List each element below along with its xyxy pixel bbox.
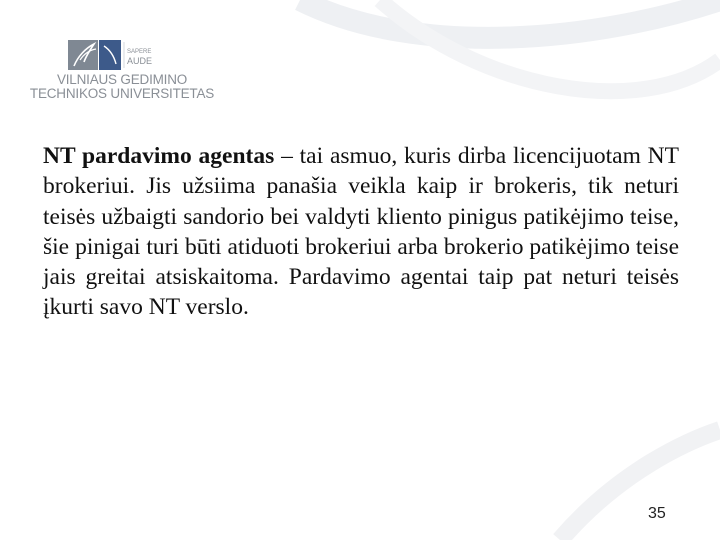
definition-text: – tai asmuo, kuris dirba licencijuotam NT brokeriui. Jis užsiima panašia veikla kaip ir brokeris, tik neturi teisės užbaigti sandorio bei valdyti kliento pinigus patikėjimo teise, šie pinigai turi būti atiduoti brokeriui arba brokerio patikėjimo teise jais greitai atsiskaitoma. Pardavimo agentai taip pat neturi teisės įkurti savo NT verslo. [43, 143, 679, 321]
page-number: 35 [648, 505, 666, 522]
logo-name-line1: VILNIAUS GEDIMINO [56, 72, 188, 87]
logo-motto-line1: SAPERE [127, 49, 152, 55]
university-logo [22, 40, 215, 102]
logo-emblem [68, 40, 180, 72]
logo-blue-square [99, 40, 121, 70]
definition-paragraph [43, 141, 679, 323]
logo-name-line2: TECHNIKOS UNIVERSITETAS [29, 86, 215, 101]
slide-body [43, 141, 679, 323]
defined-term: NT pardavimo agentas [43, 143, 275, 169]
logo-motto-line2: AUDE [127, 56, 153, 66]
